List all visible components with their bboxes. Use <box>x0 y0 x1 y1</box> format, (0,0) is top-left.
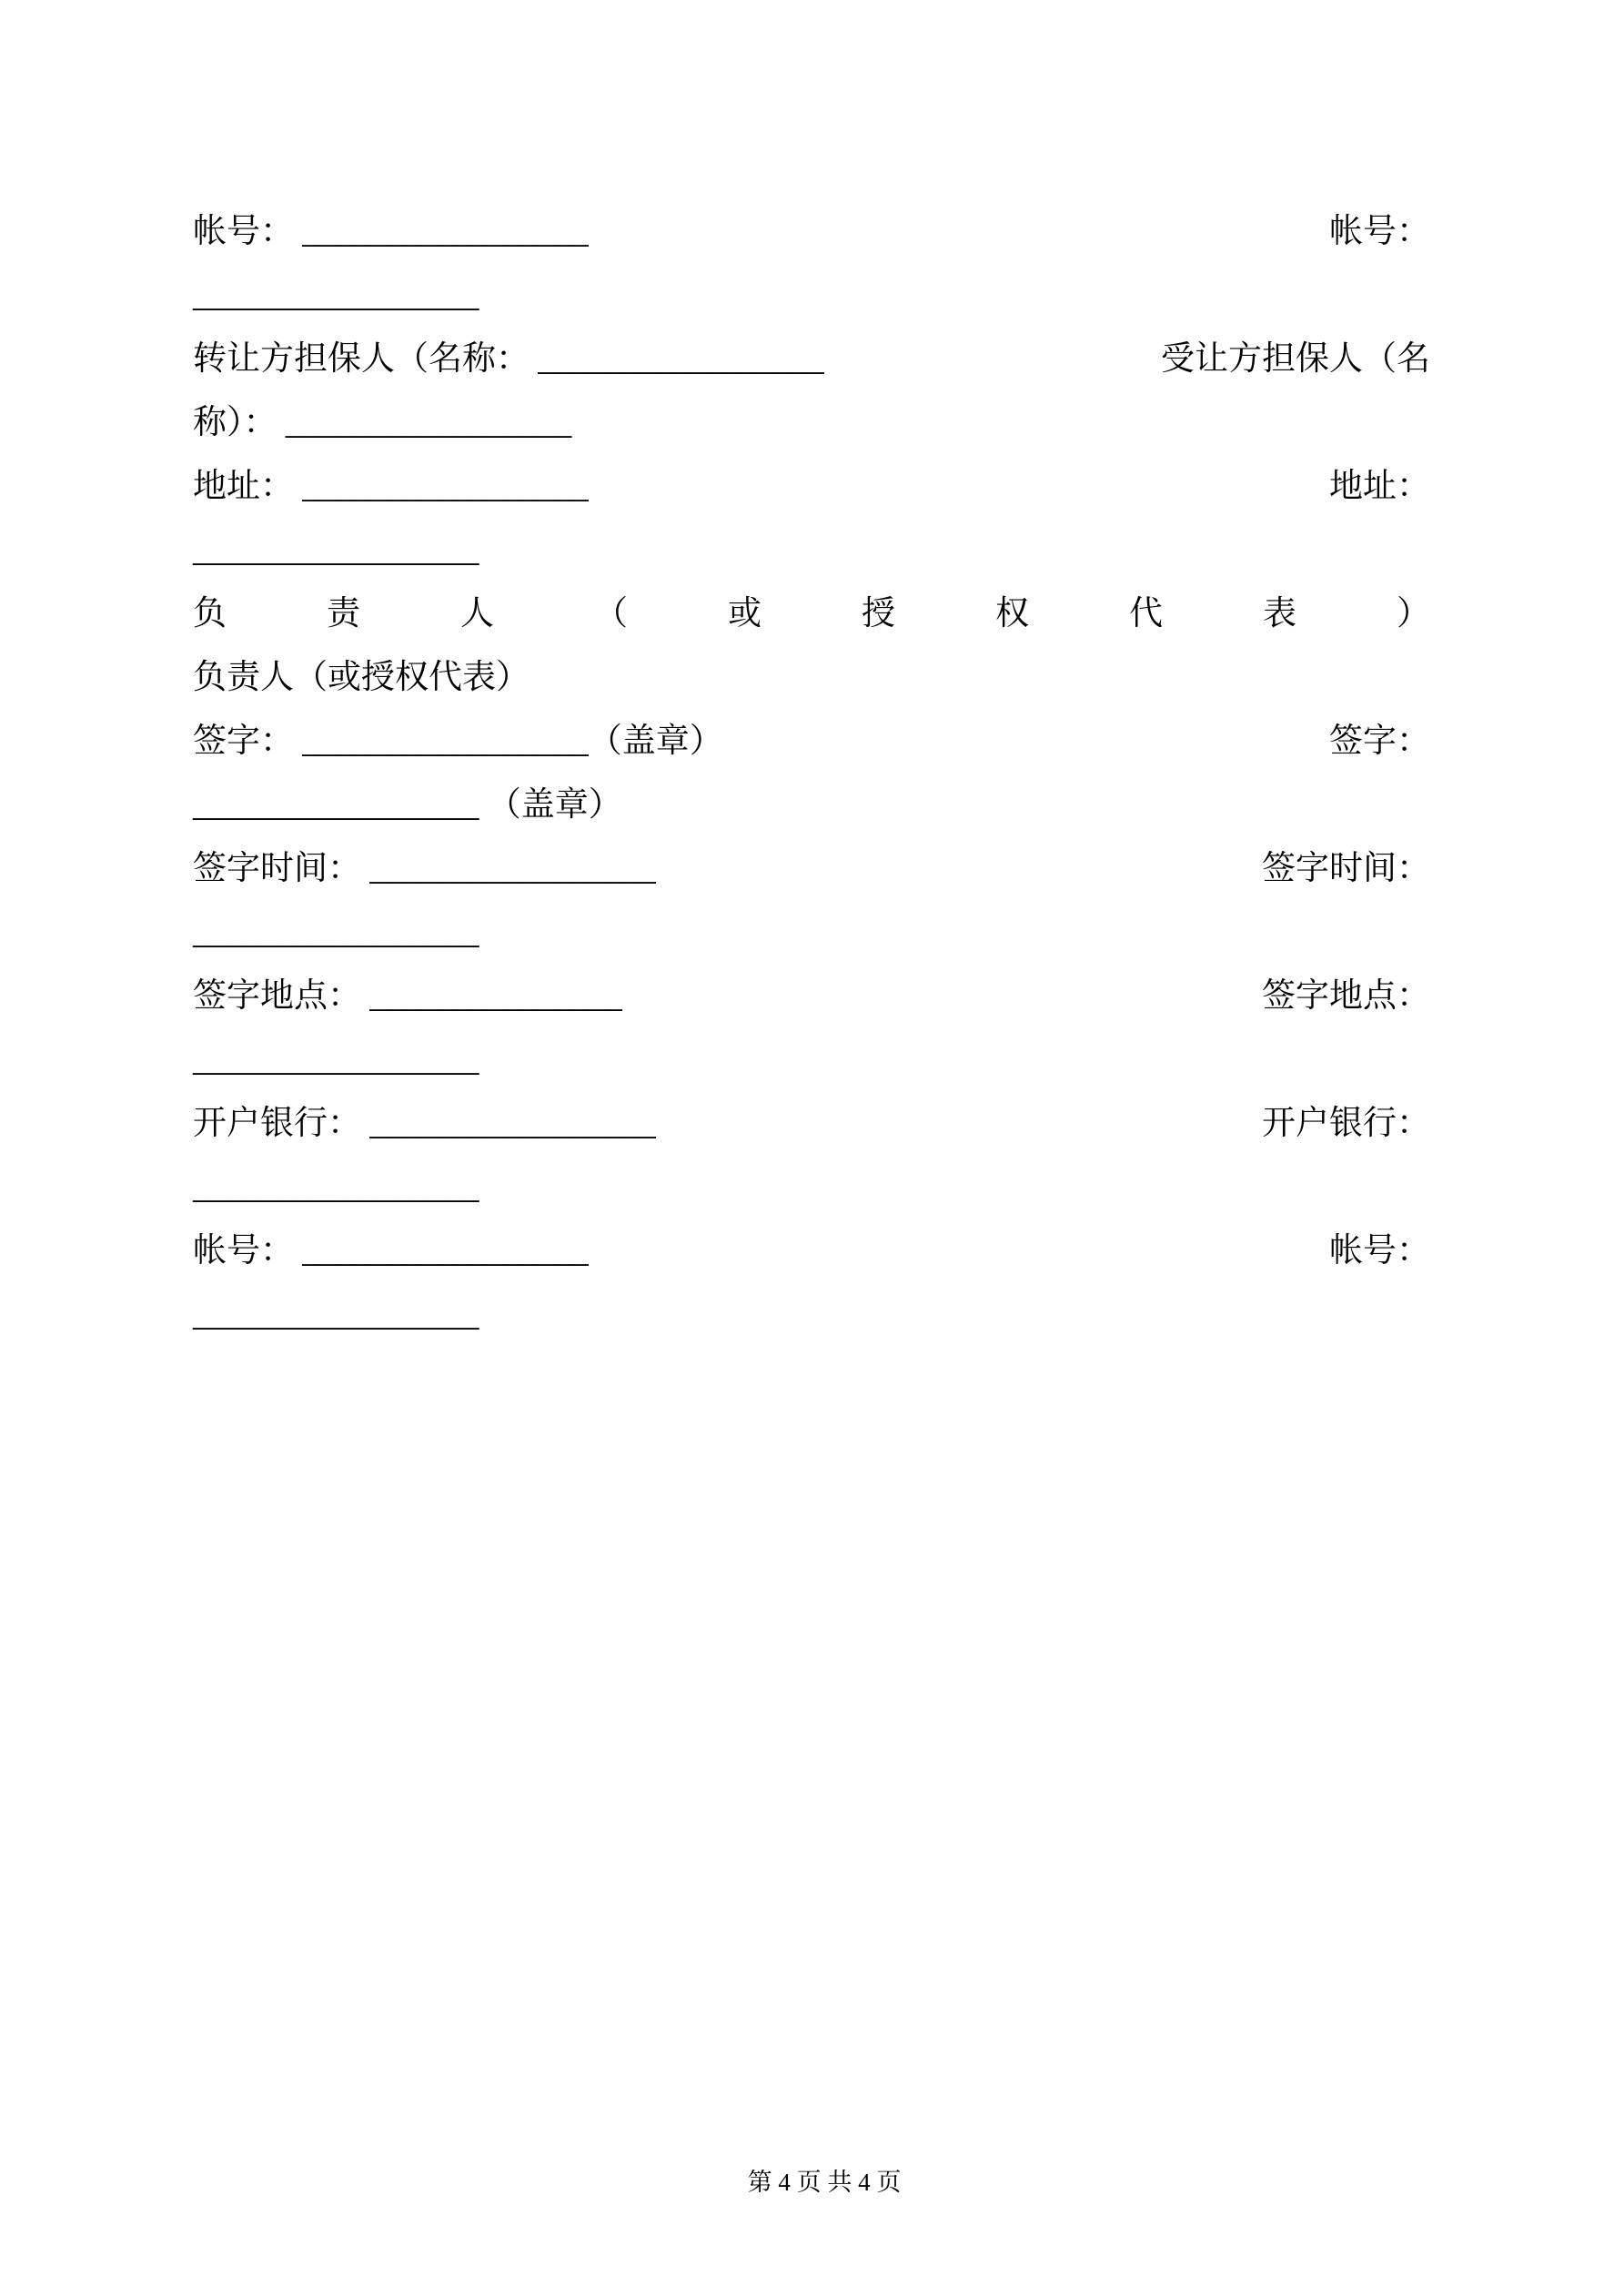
doc-line-bank <box>193 1092 1430 1156</box>
field-label-right: 帐号： <box>1329 1232 1430 1269</box>
field-group <box>193 391 571 455</box>
field-group <box>193 646 530 710</box>
blank-line: _________________ <box>193 531 479 569</box>
field-label-right: 签字： <box>1329 723 1430 760</box>
doc-line-signature <box>193 710 1430 774</box>
blank-line: _________________ <box>193 786 479 824</box>
doc-line-sign-time <box>193 837 1430 901</box>
justified-char: 负 <box>193 595 227 632</box>
field-group <box>193 264 479 328</box>
justified-char: 责 <box>327 595 360 632</box>
justified-char: 人 <box>460 595 494 632</box>
field-label-right: 开户银行： <box>1262 1105 1430 1142</box>
doc-line-address-continuation <box>193 519 1430 582</box>
field-group <box>193 710 723 774</box>
blank-line: _________________ <box>361 850 656 887</box>
blank-line: _________________ <box>193 277 479 314</box>
document-body <box>193 200 1430 1347</box>
justified-char: 代 <box>1129 595 1163 632</box>
field-group <box>193 455 589 519</box>
field-group <box>193 1283 479 1347</box>
blank-line: _________________ <box>294 723 589 760</box>
doc-line-account2-continuation <box>193 1283 1430 1347</box>
blank-line: _________________ <box>277 404 572 441</box>
field-label: 签字时间： <box>193 850 361 887</box>
doc-line-guarantor-continuation <box>193 391 1430 455</box>
field-label: 转让方担保人（名称： <box>193 340 530 378</box>
field-label: （盖章） <box>479 786 622 824</box>
blank-line: _________________ <box>361 1105 656 1142</box>
field-label: 签字： <box>193 723 294 760</box>
doc-line-signature-continuation <box>193 774 1430 837</box>
field-label-right: 受让方担保人（名 <box>1161 340 1430 378</box>
blank-line: _________________ <box>294 213 589 250</box>
blank-line: _________________ <box>193 1041 479 1078</box>
blank-line: _________________ <box>294 468 589 505</box>
field-group <box>193 519 479 582</box>
field-label-right: 签字时间： <box>1262 850 1430 887</box>
field-group <box>193 1092 656 1156</box>
field-label: 称）： <box>193 404 277 441</box>
field-label-right: 签字地点： <box>1262 977 1430 1015</box>
field-group <box>193 200 589 264</box>
blank-line: _________________ <box>193 1168 479 1206</box>
justified-char: ） <box>1397 595 1430 632</box>
blank-line: _________________ <box>294 1232 589 1269</box>
doc-line-sign-time-continuation <box>193 901 1430 965</box>
field-label: 签字地点： <box>193 977 361 1015</box>
justified-char: 表 <box>1263 595 1296 632</box>
field-group <box>193 901 479 965</box>
blank-line: _______________ <box>361 977 622 1015</box>
field-group <box>193 1028 479 1092</box>
field-group <box>193 965 622 1028</box>
doc-line-responsible-justified <box>193 582 1430 646</box>
field-label: 帐号： <box>193 1232 294 1269</box>
field-group <box>193 837 656 901</box>
blank-line: _________________ <box>193 1296 479 1333</box>
field-label-right: 地址： <box>1329 468 1430 505</box>
blank-line: _________________ <box>530 340 824 378</box>
field-label: （盖章） <box>588 723 723 760</box>
field-group <box>193 1156 479 1219</box>
justified-char: 或 <box>728 595 762 632</box>
field-group <box>193 328 824 391</box>
field-label: 地址： <box>193 468 294 505</box>
page-number: 第 4 页 共 4 页 <box>747 2169 902 2196</box>
doc-line-sign-place <box>193 965 1430 1028</box>
blank-line: _________________ <box>193 914 479 951</box>
field-group <box>193 1219 589 1283</box>
doc-line-account-transferor <box>193 200 1430 264</box>
justified-char: 授 <box>862 595 895 632</box>
doc-line-bank-continuation <box>193 1156 1430 1219</box>
field-group <box>193 774 622 837</box>
field-label-right: 帐号： <box>1329 213 1430 250</box>
page-footer <box>0 2128 1624 2237</box>
doc-line-sign-place-continuation <box>193 1028 1430 1092</box>
justified-char: 权 <box>995 595 1029 632</box>
doc-line-responsible <box>193 646 1430 710</box>
doc-line-guarantor <box>193 328 1430 391</box>
doc-line-address <box>193 455 1430 519</box>
doc-line-account-continuation <box>193 264 1430 328</box>
field-label: 负责人（或授权代表） <box>193 659 530 696</box>
doc-line-account2 <box>193 1219 1430 1283</box>
field-label: 帐号： <box>193 213 294 250</box>
justified-char: （ <box>594 595 628 632</box>
field-label: 开户银行： <box>193 1105 361 1142</box>
